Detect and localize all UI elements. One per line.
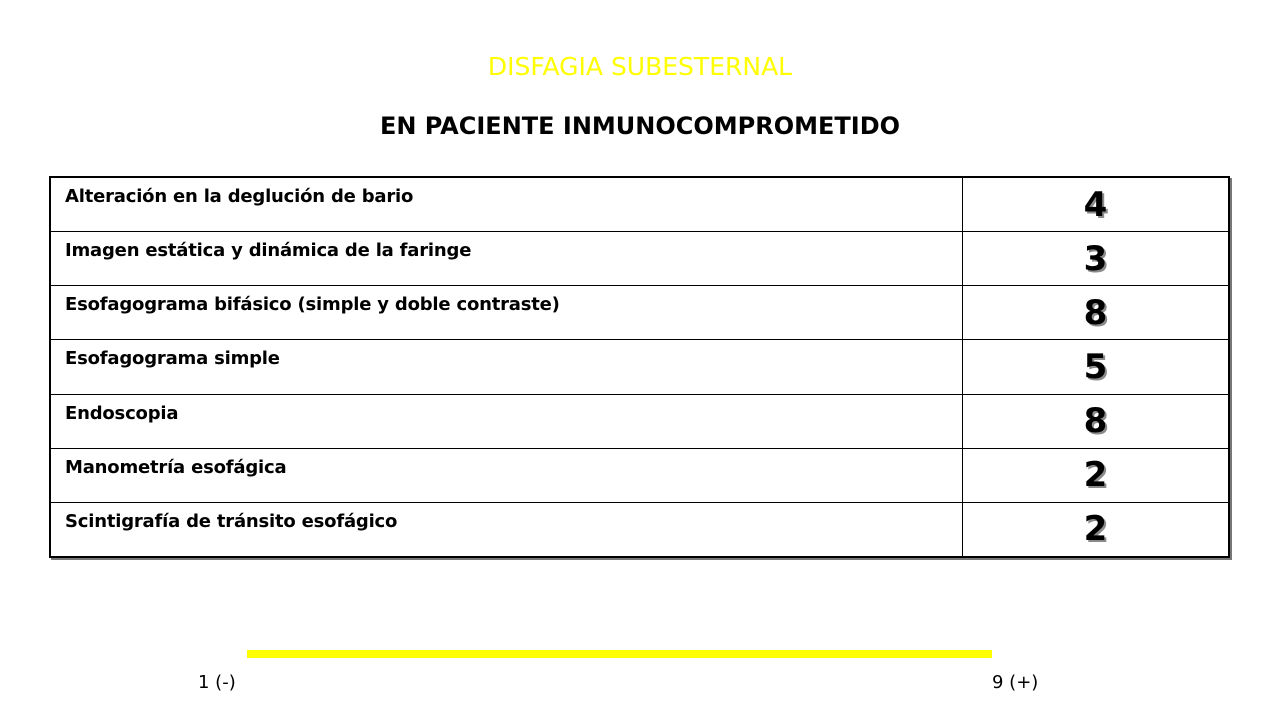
row-value: 3 xyxy=(963,232,1229,286)
row-value: 8 xyxy=(963,286,1229,340)
scale-max-label: 9 (+) xyxy=(992,672,1039,693)
page-subtitle: EN PACIENTE INMUNOCOMPROMETIDO xyxy=(379,112,901,140)
row-label: Manometría esofágica xyxy=(51,448,963,502)
row-value: 5 xyxy=(963,340,1229,394)
row-value: 8 xyxy=(963,394,1229,448)
row-label: Scintigrafía de tránsito esofágico xyxy=(51,502,963,556)
row-value: 2 xyxy=(963,448,1229,502)
table-row xyxy=(51,178,1228,232)
row-label: Imagen estática y dinámica de la faringe xyxy=(51,232,963,286)
rating-table xyxy=(49,176,1230,558)
row-label: Endoscopia xyxy=(51,394,963,448)
table-row xyxy=(51,340,1228,394)
row-value: 4 xyxy=(963,178,1229,232)
row-label: Esofagograma simple xyxy=(51,340,963,394)
table-row xyxy=(51,394,1228,448)
table-row xyxy=(51,286,1228,340)
table-row xyxy=(51,232,1228,286)
table-row xyxy=(51,502,1228,556)
row-value: 2 xyxy=(963,502,1229,556)
table-row xyxy=(51,448,1228,502)
scale-min-label: 1 (-) xyxy=(198,672,236,693)
page-title: DISFAGIA SUBESTERNAL xyxy=(487,52,793,81)
scale-bar xyxy=(247,650,992,658)
row-label: Esofagograma bifásico (simple y doble contraste) xyxy=(51,286,963,340)
row-label: Alteración en la deglución de bario xyxy=(51,178,963,232)
